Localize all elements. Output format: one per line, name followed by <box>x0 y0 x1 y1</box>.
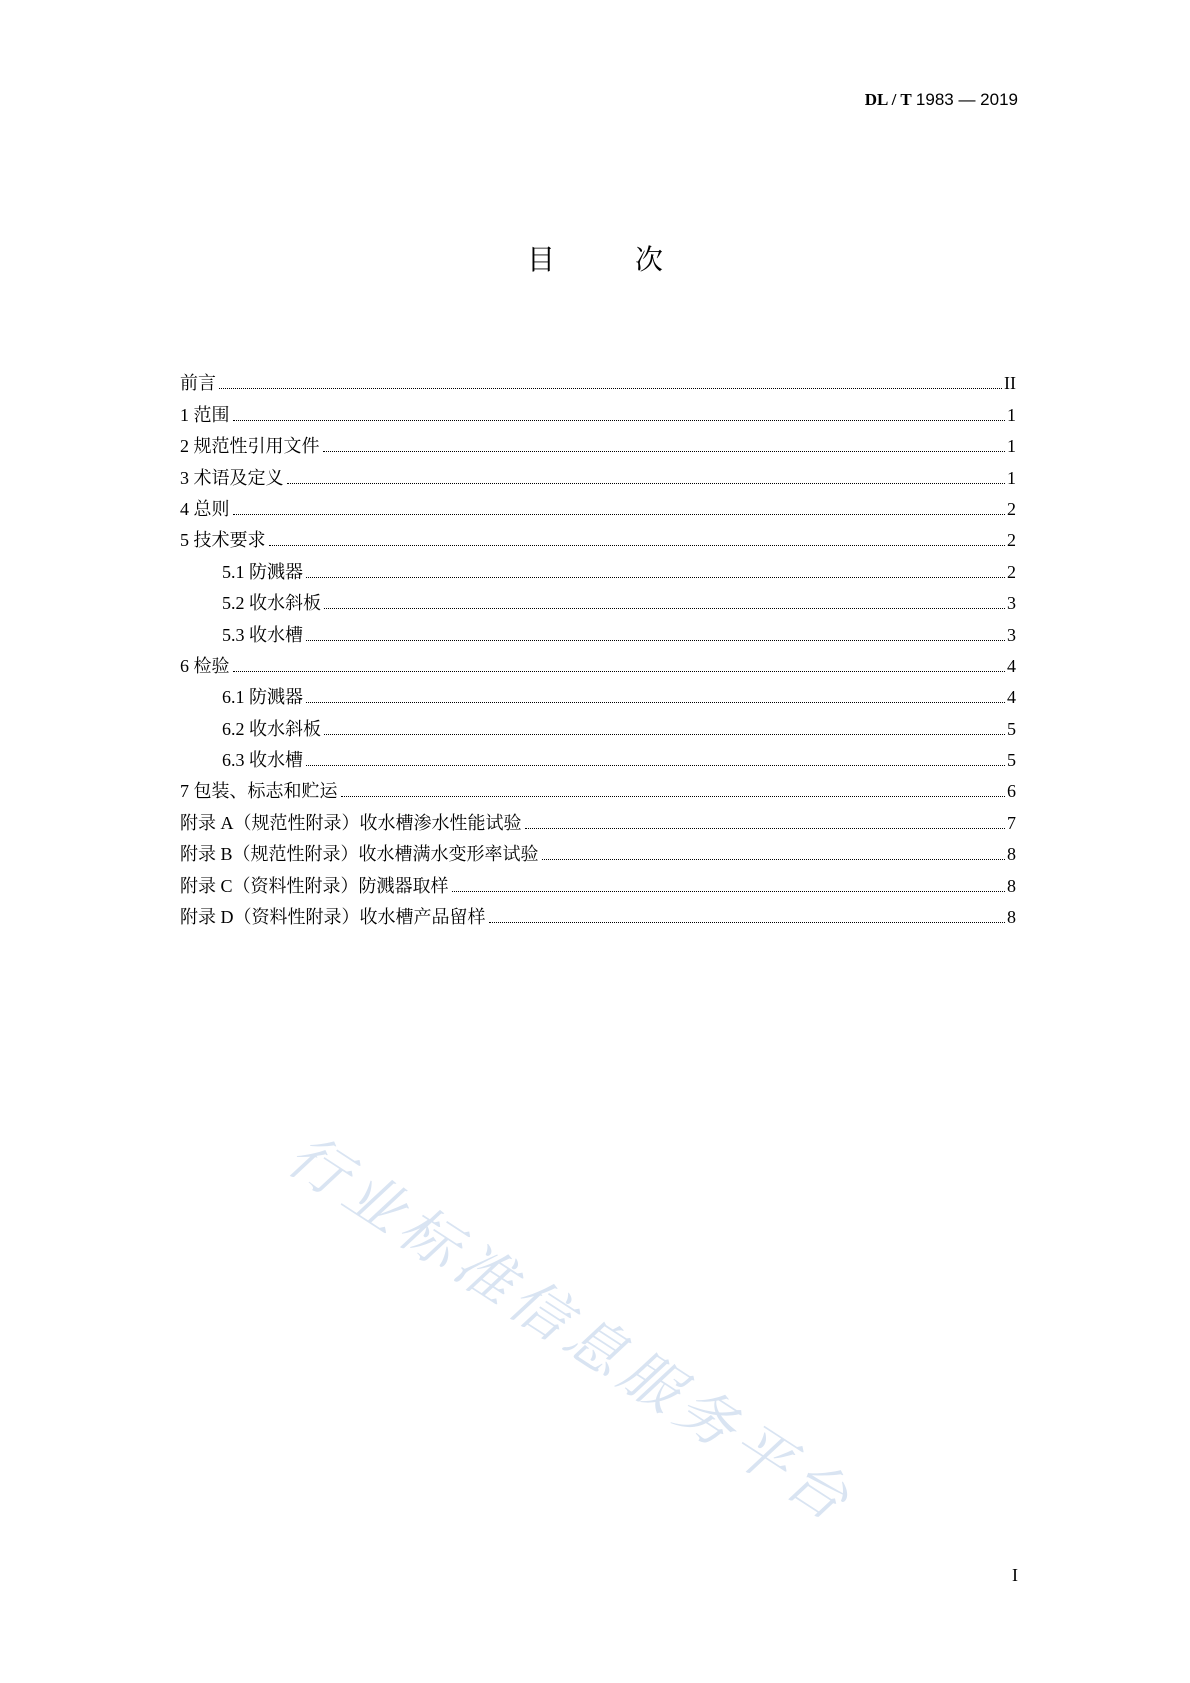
toc-dot-leader <box>525 828 1006 829</box>
toc-entry-label: 6.2 收水斜板 <box>222 718 321 739</box>
toc-entry-label: 3 术语及定义 <box>180 467 284 488</box>
toc-entry[interactable] <box>180 772 1016 803</box>
toc-entry-page: 1 <box>1007 404 1016 425</box>
toc-entry-label: 附录 D（资料性附录）收水槽产品留样 <box>180 907 486 928</box>
document-code-number: 1983 — 2019 <box>915 90 1018 109</box>
toc-entry-page: 5 <box>1007 718 1016 739</box>
document-code <box>865 88 1018 112</box>
toc-entry-label: 6 检验 <box>180 655 230 676</box>
toc-entry[interactable] <box>180 490 1016 521</box>
toc-entry[interactable] <box>180 678 1016 709</box>
toc-entry[interactable] <box>180 615 1016 646</box>
toc-dot-leader <box>542 859 1005 860</box>
toc-entry-page: II <box>1004 373 1016 394</box>
toc-entry-page: 5 <box>1007 750 1016 771</box>
toc-entry-label: 附录 B（规范性附录）收水槽满水变形率试验 <box>180 844 539 865</box>
toc-entry-page: 2 <box>1007 561 1016 582</box>
toc-entry-page: 8 <box>1007 844 1016 865</box>
toc-dot-leader <box>306 640 1005 641</box>
toc-dot-leader <box>306 577 1005 578</box>
toc-dot-leader <box>323 451 1006 452</box>
watermark: 行业标准信息服务平台 <box>275 1120 867 1538</box>
toc-entry[interactable] <box>180 898 1016 929</box>
toc-entry-page: 7 <box>1007 812 1016 833</box>
toc-entry-label: 7 包装、标志和贮运 <box>180 781 338 802</box>
toc-entry-page: 8 <box>1007 907 1016 928</box>
table-of-contents <box>180 364 1016 929</box>
toc-dot-leader <box>324 734 1005 735</box>
toc-entry[interactable] <box>180 395 1016 426</box>
toc-entry[interactable] <box>180 835 1016 866</box>
toc-entry-label: 6.1 防溅器 <box>222 687 303 708</box>
toc-entry-label: 附录 A（规范性附录）收水槽渗水性能试验 <box>180 812 522 833</box>
toc-entry-page: 3 <box>1007 593 1016 614</box>
toc-entry-label: 附录 C（资料性附录）防溅器取样 <box>180 875 449 896</box>
toc-entry-page: 2 <box>1007 498 1016 519</box>
toc-dot-leader <box>489 922 1006 923</box>
toc-dot-leader <box>324 608 1005 609</box>
page-number: I <box>1012 1565 1018 1585</box>
toc-entry-label: 5.2 收水斜板 <box>222 593 321 614</box>
toc-entry-label: 前言 <box>180 373 216 394</box>
toc-entry-page: 6 <box>1007 781 1016 802</box>
toc-entry-page: 3 <box>1007 624 1016 645</box>
toc-entry-label: 5 技术要求 <box>180 530 266 551</box>
toc-dot-leader <box>233 671 1006 672</box>
toc-entry-label: 6.3 收水槽 <box>222 750 303 771</box>
toc-dot-leader <box>233 420 1006 421</box>
toc-entry[interactable] <box>180 521 1016 552</box>
toc-dot-leader <box>306 765 1005 766</box>
toc-entry[interactable] <box>180 866 1016 897</box>
toc-entry[interactable] <box>180 427 1016 458</box>
toc-dot-leader <box>287 483 1006 484</box>
toc-entry-label: 5.1 防溅器 <box>222 561 303 582</box>
toc-entry-label: 4 总则 <box>180 498 230 519</box>
toc-entry-page: 1 <box>1007 467 1016 488</box>
toc-entry[interactable] <box>180 584 1016 615</box>
toc-dot-leader <box>233 514 1006 515</box>
page-title: 目 次 <box>526 243 689 276</box>
toc-entry-page: 8 <box>1007 875 1016 896</box>
toc-dot-leader <box>219 388 1002 389</box>
toc-entry[interactable] <box>180 741 1016 772</box>
toc-entry-page: 4 <box>1007 687 1016 708</box>
toc-dot-leader <box>269 545 1006 546</box>
toc-entry[interactable] <box>180 458 1016 489</box>
toc-dot-leader <box>452 891 1005 892</box>
toc-entry-page: 2 <box>1007 530 1016 551</box>
toc-entry-page: 4 <box>1007 655 1016 676</box>
toc-entry-label: 5.3 收水槽 <box>222 624 303 645</box>
toc-entry[interactable] <box>180 709 1016 740</box>
toc-dot-leader <box>306 702 1005 703</box>
toc-dot-leader <box>341 796 1006 797</box>
toc-entry[interactable] <box>180 552 1016 583</box>
toc-entry[interactable] <box>180 364 1016 395</box>
toc-entry[interactable] <box>180 803 1016 834</box>
toc-entry-label: 1 范围 <box>180 404 230 425</box>
document-code-prefix: DL / T <box>864 90 912 109</box>
toc-entry-page: 1 <box>1007 436 1016 457</box>
toc-entry-label: 2 规范性引用文件 <box>180 436 320 457</box>
toc-entry[interactable] <box>180 647 1016 678</box>
